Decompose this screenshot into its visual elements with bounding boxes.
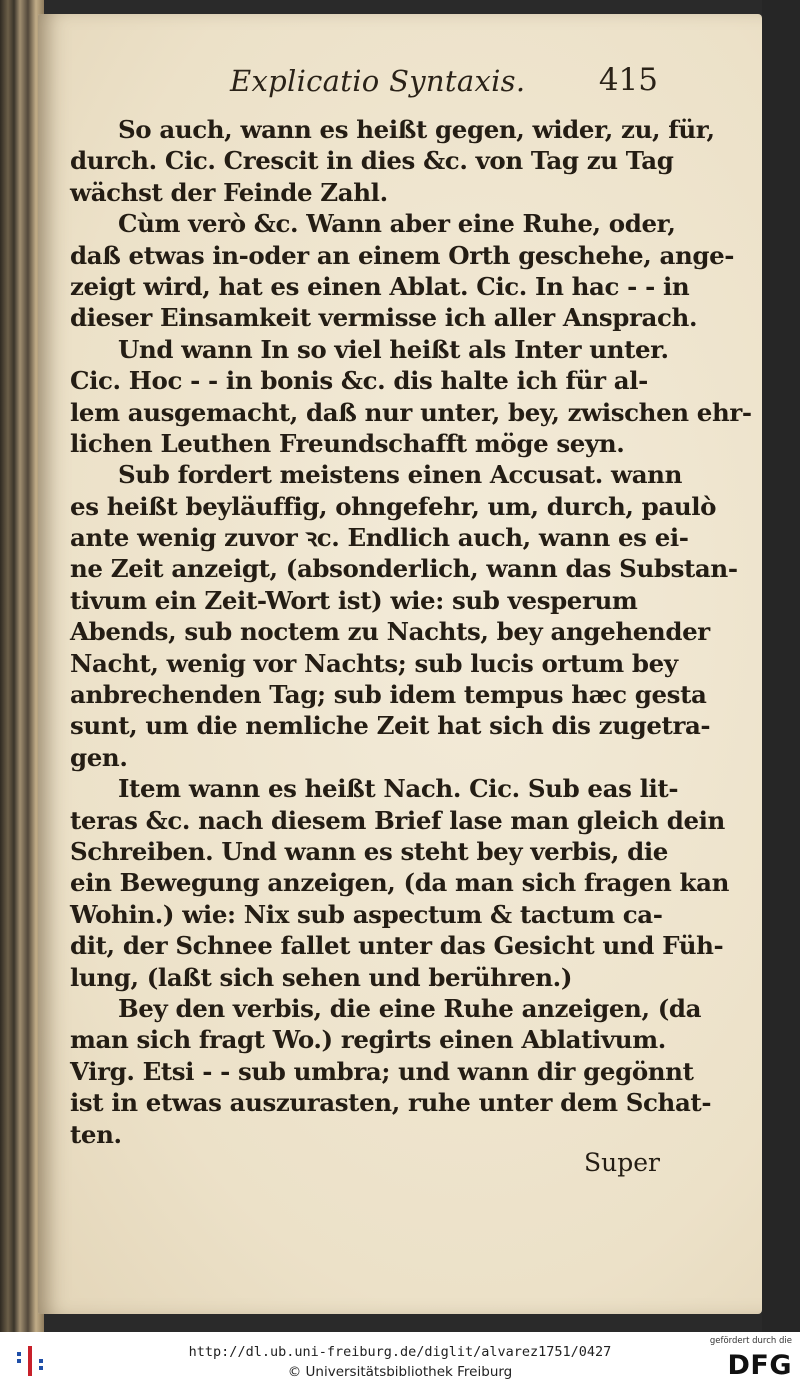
viewer-footer (0, 1332, 800, 1389)
text-line: Nacht, wenig vor Nachts; sub lucis ortum bey (70, 648, 678, 678)
text-line: ten. (70, 1119, 122, 1149)
scan-background-edge (762, 0, 800, 1332)
text-line: es heißt beyläuffig, ohngefehr, um, durch, paulò (70, 491, 717, 521)
text-line: ist in etwas auszurasten, ruhe unter dem Schat- (70, 1088, 712, 1118)
text-line: Item wann es heißt Nach. Cic. Sub eas lit- (118, 774, 679, 804)
catchword: Super (584, 1148, 660, 1177)
text-line: ne Zeit anzeigt, (absonderlich, wann das Substan- (70, 554, 738, 584)
text-line: Und wann In so viel heißt als Inter unter. (118, 334, 669, 364)
text-line: anbrechenden Tag; sub idem tempus hæc gesta (70, 680, 707, 710)
text-line: durch. Cic. Crescit in dies &c. von Tag zu Tag (70, 146, 674, 176)
text-line: wächst der Feinde Zahl. (70, 177, 388, 207)
text-line: sunt, um die nemliche Zeit hat sich dis zugetra- (70, 711, 711, 741)
copyright-notice: © Universitätsbibliothek Freiburg (287, 1364, 513, 1380)
text-line: Virg. Etsi - - sub umbra; und wann dir gegönnt (70, 1056, 694, 1086)
text-line: daß etwas in-oder an einem Orth geschehe, ange- (70, 240, 735, 270)
text-line: ein Bewegung anzeigen, (da man sich fragen kan (70, 868, 729, 898)
dfg-logo: DFG (727, 1350, 792, 1381)
text-line: lem ausgemacht, daß nur unter, bey, zwischen ehr- (70, 397, 752, 427)
text-line: So auch, wann es heißt gegen, wider, zu, für, (118, 115, 715, 144)
text-line: gen. (70, 742, 128, 772)
text-line: Wohin.) wie: Nix sub aspectum & tactum ca- (70, 899, 663, 929)
text-line: Abends, sub noctem zu Nachts, bey angehender (70, 617, 710, 647)
text-line: Cùm verò &c. Wann aber eine Ruhe, oder, (118, 209, 676, 239)
text-line: tivum ein Zeit-Wort ist) wie: sub vesperum (70, 585, 638, 615)
text-line: ante wenig zuvor ꝛc. Endlich auch, wann es ei- (70, 523, 689, 553)
permalink-url[interactable]: http://dl.ub.uni-freiburg.de/diglit/alvarez1751/0427 (188, 1344, 612, 1360)
page-body-text (70, 114, 752, 1150)
running-head: Explicatio Syntaxis. (230, 64, 526, 98)
text-line: lichen Leuthen Freundschafft möge seyn. (70, 428, 625, 458)
funding-note: gefördert durch die (709, 1336, 792, 1346)
text-line: lung, (laßt sich sehen und berühren.) (70, 962, 573, 992)
text-line: zeigt wird, hat es einen Ablat. Cic. In hac - - in (70, 271, 690, 301)
text-line: teras &c. nach diesem Brief lase man gleich dein (70, 805, 725, 835)
dfg-funding-badge (702, 1336, 792, 1386)
text-line: Bey den verbis, die eine Ruhe anzeigen, (da (118, 993, 702, 1023)
text-line: dieser Einsamkeit vermisse ich aller Ansprach. (70, 303, 698, 333)
page-header (230, 58, 670, 104)
page-number: 415 (598, 62, 658, 98)
text-line: dit, der Schnee fallet unter das Gesicht und Füh- (70, 931, 724, 961)
text-line: Sub fordert meistens einen Accusat. wann (118, 460, 683, 490)
text-line: Schreiben. Und wann es steht bey verbis, die (70, 836, 668, 866)
text-line: Cic. Hoc - - in bonis &c. dis halte ich für al- (70, 366, 648, 396)
text-line: man sich fragt Wo.) regirts einen Ablativum. (70, 1025, 666, 1055)
